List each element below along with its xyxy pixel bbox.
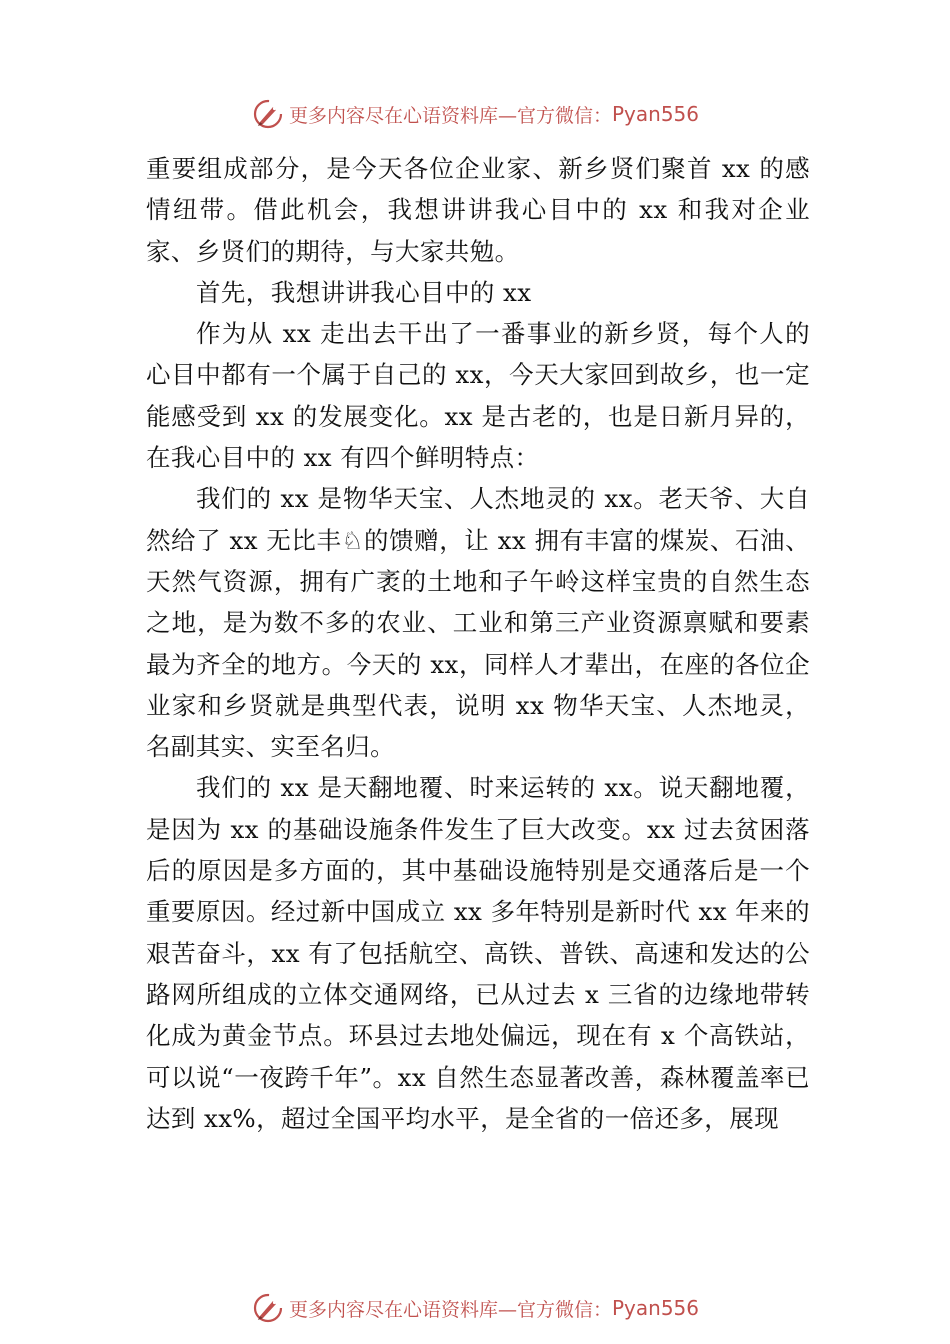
section-heading: 首先，我想讲讲我心目中的 xx bbox=[196, 277, 532, 307]
paragraph: 我们的 xx 是物华天宝、人杰地灵的 xx。老天爷、大自然给了 xx 无比丰♘的馈赠，让 xx 拥有丰富的煤炭、石油、天然气资源，拥有广袤的土地和子午岭这样宝贵的自然生态之地，是为数不多的农业、工业和第三产业资源禀赋和要素最为齐全的地方。今天的 xx，同样人才辈出，在座的各位企业家和乡贤就是典型代表，说明 xx 物华天宝、人杰地灵，名副其实、实至名归。 bbox=[146, 484, 810, 762]
paragraph: 重要组成部分，是今天各位企业家、新乡贤们聚首 xx 的感情纽带。借此机会，我想讲讲我心目中的 xx 和我对企业家、乡贤们的期待，与大家共勉。 bbox=[146, 154, 810, 266]
header-label: 更多内容尽在心语资料库—官方微信： bbox=[288, 104, 612, 127]
pen-logo-icon bbox=[251, 1291, 285, 1325]
pen-logo-icon bbox=[251, 97, 285, 131]
paragraph: 我们的 xx 是天翻地覆、时来运转的 xx。说天翻地覆，是因为 xx 的基础设施条件发生了巨大改变。xx 过去贫困落后的原因是多方面的，其中基础设施特别是交通落后是一个重要原因。经过新中国成立 xx 多年特别是新时代 xx 年来的艰苦奋斗，xx 有了包括航空、高铁、普铁、高速和发达的公路网所组成的立体交通网络，已从过去 x 三省的边缘地带转化成为黄金节点。环县过去地处偏远，现在有 x 个高铁站，可以说“一夜跨千年”。xx 自然生态显著改善，森林覆盖率已达到 xx%，超过全国平均水平，是全省的一倍还多，展现 bbox=[146, 773, 810, 1133]
paragraph: 作为从 xx 走出去干出了一番事业的新乡贤，每个人的心目中都有一个属于自己的 xx，今天大家回到故乡，也一定能感受到 xx 的发展变化。xx 是古老的，也是日新月异的，在我心目中的 xx 有四个鲜明特点： bbox=[146, 319, 810, 473]
footer-wechat-handle: Pyan556 bbox=[612, 1296, 700, 1320]
footer-label: 更多内容尽在心语资料库—官方微信： bbox=[288, 1298, 612, 1321]
header-banner bbox=[0, 94, 950, 134]
document-body bbox=[146, 148, 810, 1139]
footer-banner bbox=[0, 1288, 950, 1328]
header-wechat-handle: Pyan556 bbox=[612, 102, 700, 126]
